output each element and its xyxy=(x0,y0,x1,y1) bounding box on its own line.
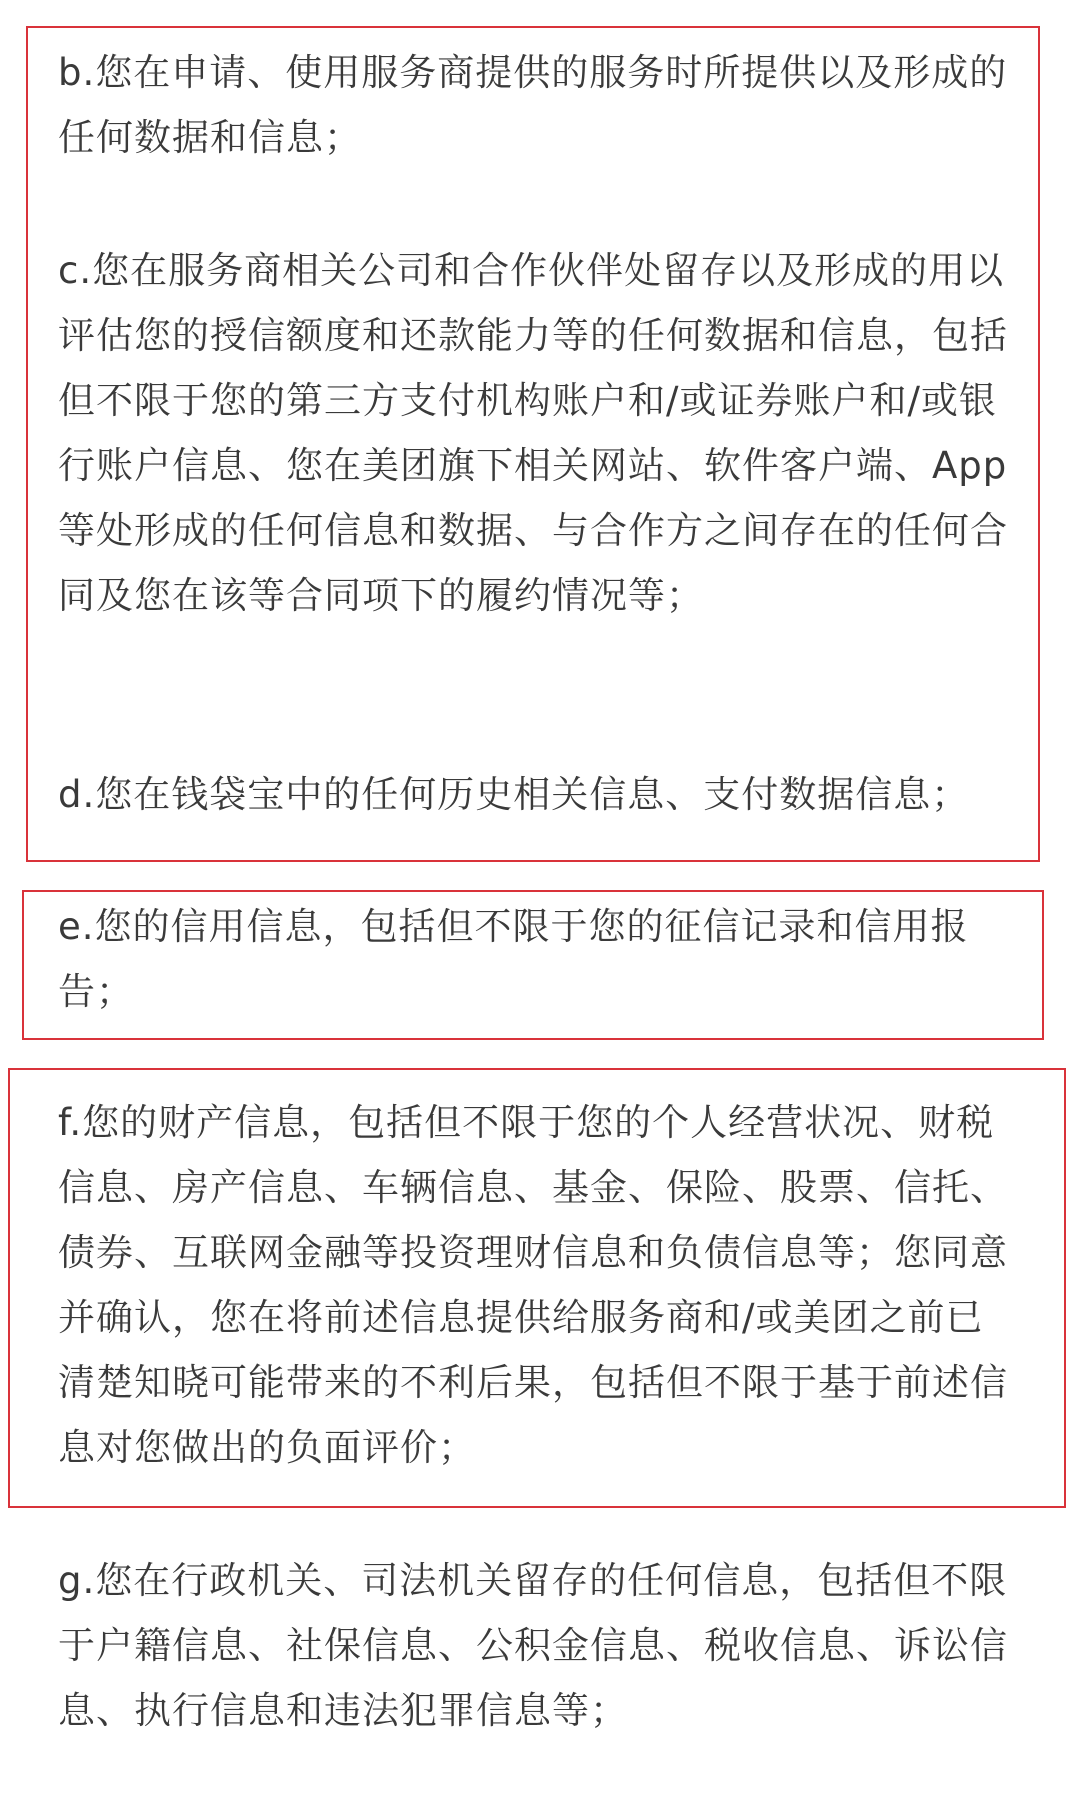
clause-d: d.您在钱袋宝中的任何历史相关信息、支付数据信息； xyxy=(58,773,970,816)
clause-e: e.您的信用信息，包括但不限于您的征信记录和信用报告； xyxy=(58,905,969,1013)
clause-b: b.您在申请、使用服务商提供的服务时所提供以及形成的任何数据和信息； xyxy=(58,51,1008,159)
clause-f: f.您的财产信息，包括但不限于您的个人经营状况、财税信息、房产信息、车辆信息、基金、保险、股票、信托、债券、互联网金融等投资理财信息和负债信息等；您同意并确认，您在将前述信息提供给服务商和/或美团之前已清楚知晓可能带来的不利后果，包括但不限于基于前述信息对您做出的负面评价； xyxy=(58,1101,1008,1469)
clause-g: g.您在行政机关、司法机关留存的任何信息，包括但不限于户籍信息、社保信息、公积金信息、税收信息、诉讼信息、执行信息和违法犯罪信息等； xyxy=(58,1559,1008,1732)
clause-c: c.您在服务商相关公司和合作伙伴处留存以及形成的用以评估您的授信额度和还款能力等的任何数据和信息，包括但不限于您的第三方支付机构账户和/或证券账户和/或银行账户信息、您在美团旗下相关网站、软件客户端、App等处形成的任何信息和数据、与合作方之间存在的任何合同及您在该等合同项下的履约情况等； xyxy=(58,249,1008,617)
